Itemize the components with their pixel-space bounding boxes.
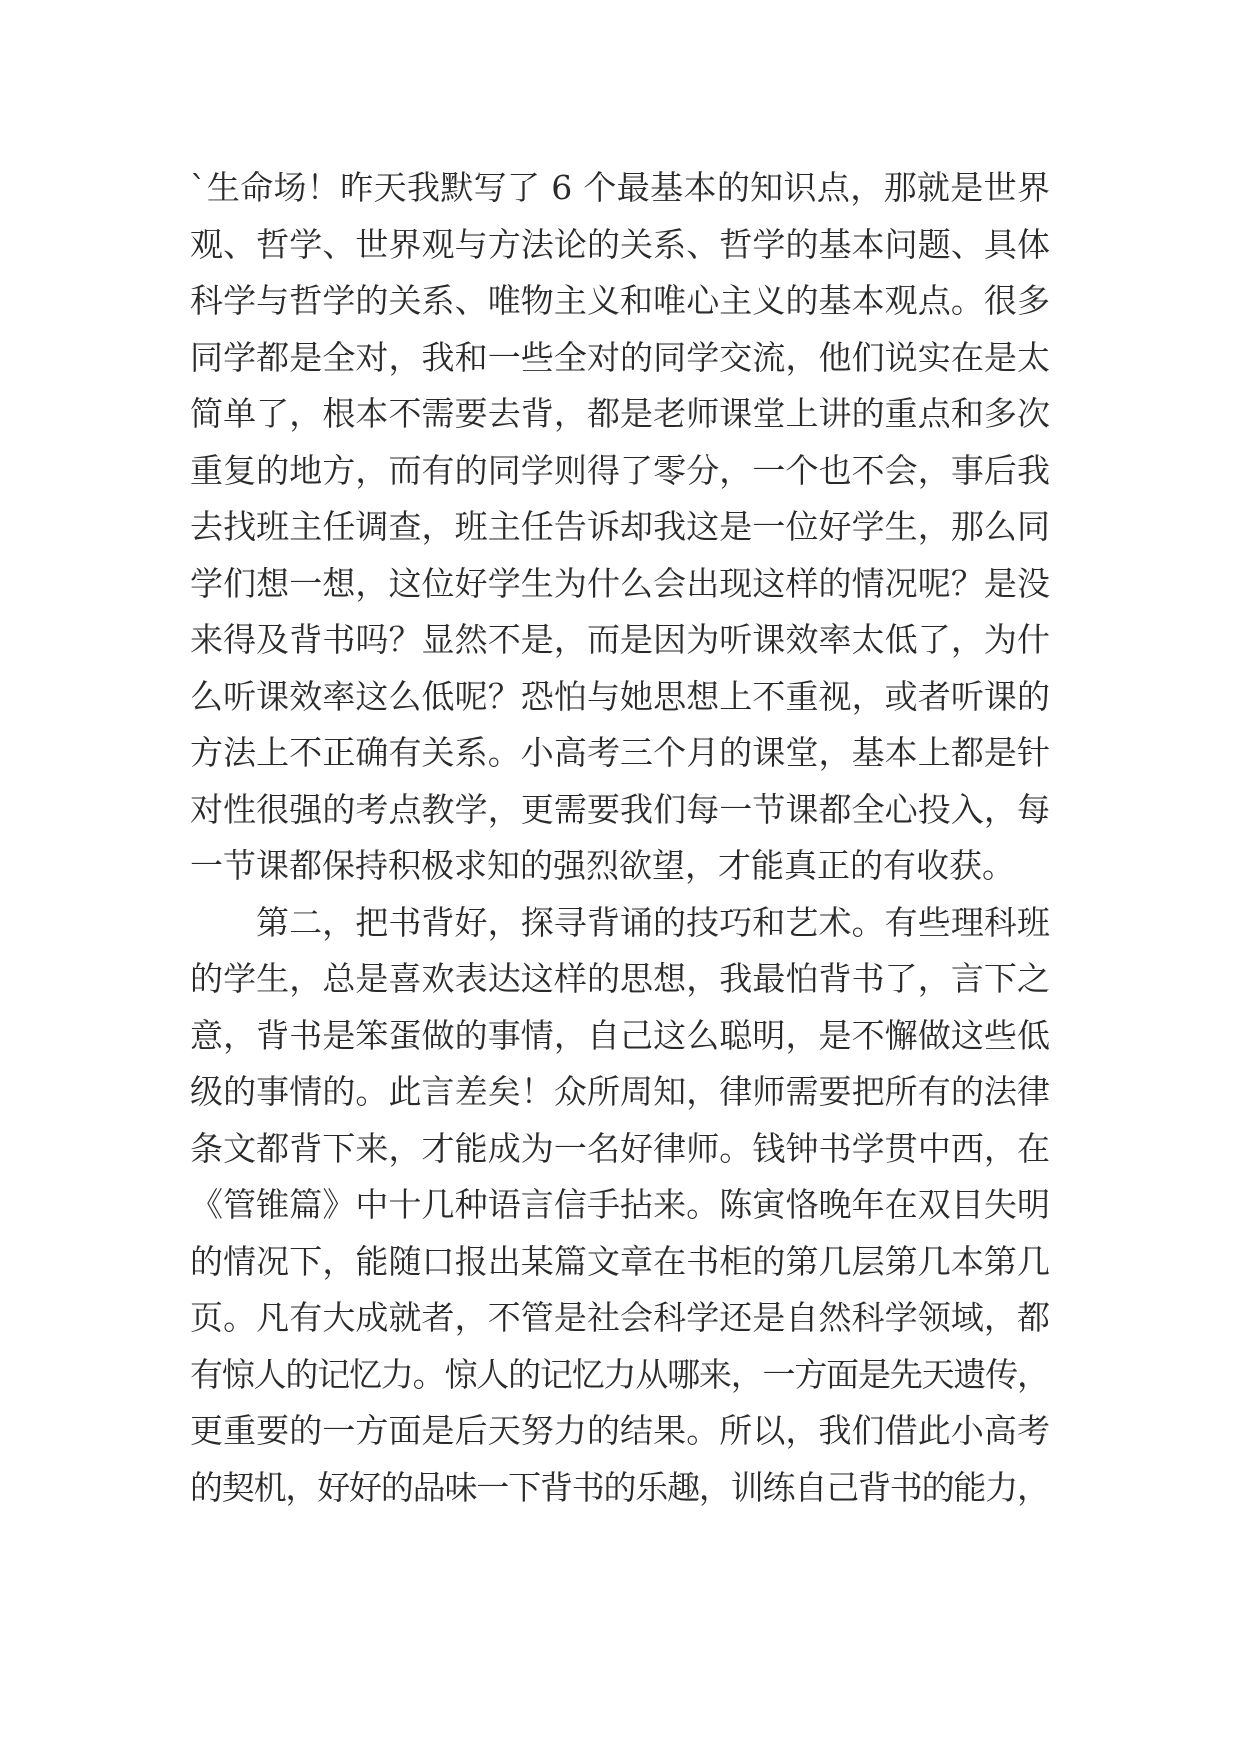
body-text <box>190 160 1050 1516</box>
text-line: 科学与哲学的关系、唯物主义和唯心主义的基本观点。很多 <box>190 281 1051 320</box>
text-line: 的情况下，能随口报出某篇文章在书柜的第几层第几本第几 <box>190 1241 1051 1281</box>
text-line: 么听课效率这么低呢？恐怕与她思想上不重视，或者听课的 <box>190 676 1051 716</box>
text-line: 的学生，总是喜欢表达这样的思想，我最怕背书了，言下之 <box>190 959 1051 998</box>
paragraph-end-line: 一节课都保持积极求知的强烈欲望，才能真正的有收获。 <box>190 846 1015 885</box>
text-line: 条文都背下来，才能成为一名好律师。钱钟书学贯中西，在 <box>190 1128 1051 1168</box>
text-line: 页。凡有大成就者，不管是社会科学还是自然科学领域，都 <box>190 1298 1051 1337</box>
text-line: 的契机，好好的品味一下背书的乐趣，训练自己背书的能力， <box>190 1467 1049 1507</box>
text-line: 《管锥篇》中十几种语言信手拈来。陈寅恪晚年在双目失明 <box>190 1185 1051 1224</box>
text-line: 有惊人的记忆力。惊人的记忆力从哪来，一方面是先天遗传， <box>190 1354 1049 1394</box>
text-line: 方法上不正确有关系。小高考三个月的课堂，基本上都是针 <box>190 733 1051 772</box>
text-line: 学们想一想，这位好学生为什么会出现这样的情况呢？是没 <box>190 563 1051 603</box>
text-line: 同学都是全对，我和一些全对的同学交流，他们说实在是太 <box>190 337 1051 377</box>
text-line: 来得及背书吗？显然不是，而是因为听课效率太低了，为什 <box>190 620 1051 659</box>
text-line: `生命场！昨天我默写了 6 个最基本的知识点，那就是世界 <box>190 168 1051 207</box>
text-line: 更重要的一方面是后天努力的结果。所以，我们借此小高考 <box>190 1411 1051 1450</box>
text-line: 去找班主任调查，班主任告诉却我这是一位好学生，那么同 <box>190 507 1051 546</box>
text-line: 简单了，根本不需要去背，都是老师课堂上讲的重点和多次 <box>190 394 1051 433</box>
text-line: 观、哲学、世界观与方法论的关系、哲学的基本问题、具体 <box>190 224 1051 264</box>
text-line: 重复的地方，而有的同学则得了零分，一个也不会，事后我 <box>190 450 1051 490</box>
paragraph-start-line: 第二，把书背好，探寻背诵的技巧和艺术。有些理科班 <box>256 902 1051 942</box>
text-line: 意，背书是笨蛋做的事情，自己这么聪明，是不懈做这些低 <box>190 1015 1051 1055</box>
text-line: 级的事情的。此言差矣！众所周知，律师需要把所有的法律 <box>190 1072 1051 1111</box>
text-line: 对性很强的考点教学，更需要我们每一节课都全心投入，每 <box>190 789 1051 829</box>
